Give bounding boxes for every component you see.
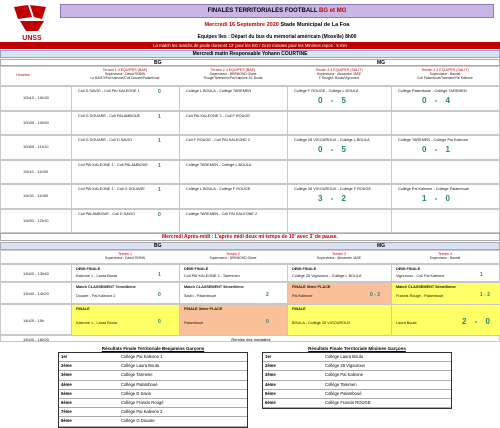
result-row [263,362,451,371]
match-cell [71,112,179,137]
afternoon-row [0,282,500,304]
result-row [263,390,451,399]
terrain-1-header: Terrain 1 4 EQUIPES (BAE) Superviseur : David ROBIN Lo BAVIO/Pai Kaleone/Coll Douare/Palamboué [90,68,160,80]
match-cell [71,136,179,161]
match-cell [179,210,287,235]
match-teams: Pai Kaleone [292,294,313,298]
afternoon-category-header [0,242,500,250]
match-cell [287,185,391,210]
terrain-2-header: Terrain 2 4 EQUIPES (BAE) Superviseur : BREMOND Olane Rougé/Tarenmen/Pai Kaleone 2/L Boula [203,68,263,80]
row-hour: 11h10 - 11h30 [23,168,49,174]
match-teams: Coll G DOUARE - Coll D SAVIO [78,138,132,142]
afternoon-band: Mercredi Après-midi : L'après midi deux mi temps de 10' avec 3' de pause. [0,233,500,241]
final-cell [391,305,500,336]
result-team: Collège 28 Vigouroux [325,363,365,369]
morning-terrains-header [0,66,500,86]
match-score: 0 - 4 [422,96,454,105]
match-cell [287,112,391,137]
result-row [263,353,451,362]
match-score: 0 [158,211,161,218]
result-team: Collège Pai Kaleone [325,372,363,378]
match-teams: Savio - Palamboué [184,294,217,298]
match-score: 0 - 5 [318,145,350,154]
match-teams: Collège F ROUGE - Collège L BOULA [294,89,359,93]
match-stage: FINALE [292,307,306,311]
result-rank: 5ème [265,390,276,396]
final-cell [71,305,179,336]
match-score: 1 [158,113,161,120]
match-score: 0 [158,318,161,325]
row-hour: 11h30 - 11h50 [23,193,49,198]
morning-row [0,135,500,160]
row-hour: 14h20 - 15h [23,317,45,323]
result-team: Collège Laura Boula [121,363,159,369]
match-stage: DEMI FINALE [184,267,209,271]
match-teams: Collège TAREMEN - Collège L BOULA [186,162,252,167]
match-score: 1 [158,138,161,144]
match-teams: BOULA - Collège 28 VIGOUROUX [292,320,351,325]
match-stage: Match CLASSEMENT 7ème/8ème [76,285,136,289]
match-cell [391,87,500,112]
match-stage: DEMI FINALE [76,267,101,271]
match-teams: Coll F ROUGE - Coll PAI KALEONE 2 [186,138,250,142]
match-teams: Collège 28 VIGOUROUX - Collège F ROUGE [294,187,372,191]
medals-row [0,335,500,342]
result-row [263,399,451,408]
match-cell [391,112,500,137]
result-rank: 6ème [265,399,276,405]
medals-label: Remise des médailles [231,337,271,342]
result-rank: 7ème [61,409,72,415]
row-hour: 13h40 - 14h20 [23,291,49,296]
match-teams: Coll PAI KALEONE 1 - Coll G DOUARE [78,187,145,191]
match-score: 0 [158,292,161,298]
result-row [59,390,247,399]
match-teams: Douare - Pai Kaleone 2 [76,294,116,298]
result-rank: 8ème [61,418,72,424]
row-hour: 10h10 - 10h30 [23,95,49,100]
match-cell [71,87,179,112]
match-score: 1 [158,187,161,193]
morning-row [0,86,500,111]
result-team: Collège Francis Rougé [121,399,164,405]
match-teams: Coll PAI KALEONE 2 - Coll F ROUGE [186,113,250,118]
match-stage: FINALE 3ème PLACE [292,285,331,289]
result-team: Collège Pai Kaleone 1 [121,354,163,359]
medals-hour: 15h00 - 16h00 [23,337,49,342]
match-score: 2 - 0 [462,316,494,326]
match-cell [71,185,179,210]
match-score: 0 - 5 [318,96,350,105]
results-minimes-title: Résultats Finale Territoriale Minimes Garçons [308,346,406,351]
result-row [59,371,247,380]
match-score: 0 [158,89,161,95]
results-minimes [262,346,452,408]
aft-terrain-1-header: Terrain 1 Superviseur : David ROBIN [104,252,146,260]
result-rank: 4ème [61,381,72,387]
results-benjamins [58,346,248,424]
match-teams: Collège TAREMEN - Coll PAI KALEONE 2 [186,211,258,216]
row-hour: 10h50 - 11h10 [23,144,49,149]
unss-logo [8,3,56,43]
terrain-4-header: Terrain 4 3 EQUIPES (SALIT) Superviseur : Bauriel Coll Palamboué/Taremen/Pai Kaleone [417,68,473,80]
match-cell [287,136,391,161]
match-stage: Match CLASSEMENT 5ème/6ème [396,285,456,289]
result-rank: 4ème [265,381,276,387]
aft-terrain-4-header: Terrain 4 Superviseur : Bauriel [429,252,461,260]
result-rank: 2ème [61,363,72,369]
event-date: Mercredi 16 Septembre 2020 Stade Municipal de La Foa [204,22,350,28]
match-teams: Collège TAREMEN - Collège Pai Kaleone [398,138,468,142]
match-teams: Coll G DOUARE - Coll PALAMBOUE [78,113,141,118]
match-stage: DEMI FINALE [396,267,421,271]
result-team: Collège Laura Boula [325,354,363,359]
terrain-3-header: Terrain 3 4 EQUIPES (SALIT) Superviseur : Alexandre JASE F Rougé/L Boula/Vigouroux [315,68,363,80]
horaires-label: Horaires [16,73,30,77]
result-team: Collège Francis ROUGE [325,399,371,405]
match-teams: Collège Pai Kaleone - Collège Palamboué [398,187,469,191]
result-team: Collège Palamboué [121,381,158,387]
result-team: Collège Tarmene [121,372,153,378]
match-score: 1 [158,162,161,169]
page-title: FINALES TERRITORIALES FOOTBALL BG et MG [60,4,494,18]
match-score: 0 - 2 [370,292,381,298]
match-cell [71,161,179,186]
result-rank: 3ème [61,372,72,378]
match-score: 2 [266,292,269,298]
match-teams: Collège L BOULA - Collège F ROUGE [186,187,251,191]
row-hour: 10h30 - 10h50 [23,119,49,125]
final-cell [287,265,391,283]
morning-row [0,184,500,209]
row-hour: 13h00 - 13h40 [23,271,49,276]
final-cell [287,305,391,336]
final-cell [71,283,179,305]
result-row [263,381,451,390]
match-stage: FINALE [76,307,90,311]
final-cell [287,283,391,305]
final-cell [179,305,287,336]
match-teams: Collège L BOULA - Collège TAREMEN [186,89,252,93]
match-stage: Match CLASSEMENT 5ème/6ème [184,285,244,289]
match-cell [179,161,287,186]
results-benjamins-title: Résultats Finale Territoriale Benjamins Garçons [101,346,205,351]
match-teams: Palamboué [184,320,204,325]
departure-info: Equipes Iles : Départ du bus du mémorial américain (Moselle) 8h00 [197,34,357,40]
match-cell [391,136,500,161]
result-team: Collège Palamboué [325,390,362,396]
match-teams: Coll PALAMBOUE - Coll D SAVIO [78,211,136,216]
result-row [59,399,247,408]
result-team: Collège Taremen [325,381,357,387]
result-rank: 2ème [265,363,276,369]
match-cell [179,136,287,161]
aft-terrain-3-header: Terrain 3 Superviseur : Alexandre JASE [316,252,362,260]
match-stage: FINALE 3ème PLACE [184,307,223,311]
match-score: 1 [158,272,161,278]
result-team: Collège Pai Kaleone 2 [121,409,163,415]
match-cell [71,210,179,235]
morning-category-header [0,59,500,66]
final-cell [391,265,500,283]
result-rank: 3ème [265,372,276,378]
logo-text: UNSS [22,35,42,42]
result-row [59,381,247,390]
morning-row [0,111,500,136]
row-hour: 11h50 - 12h10 [23,217,49,223]
result-rank: 6ème [61,399,72,405]
morning-row [0,160,500,185]
mg-label: MG [377,60,386,66]
result-rank: 1er [61,354,68,359]
afternoon-terrains-header [0,250,500,264]
morning-row [0,209,500,234]
match-cell [391,185,500,210]
match-cell [287,87,391,112]
rules-note: La match les matchs de poule dureront 12' pour les BG / 2x10 minutes pour les Minimes repos : 5 min [0,42,500,49]
match-stage: DEMI FINALE [292,267,317,271]
match-teams: Collège 28 Vigouroux - Collège L BOULA [292,274,362,278]
match-score: 0 - 1 [422,145,454,154]
match-teams: Vigouroux - Coll Pai Kaleone [396,274,445,278]
match-cell [287,210,391,235]
match-cell [391,210,500,235]
afternoon-row [0,264,500,282]
match-score: 1 - 0 [422,194,454,203]
result-row [263,371,451,380]
result-rank: 1er [265,354,272,359]
match-cell [179,185,287,210]
match-teams: Collège 28 VIGOUROUX - Collège L BOULA [294,138,370,142]
result-rank: 5ème [61,390,72,396]
match-teams: Kaleone 1 - Laura Boula [76,274,117,278]
result-team: Collège D Savio [121,390,152,396]
match-cell [391,161,500,186]
match-cell [287,161,391,186]
final-cell [179,265,287,283]
match-teams: Laura Boula [396,320,417,325]
match-teams: Coll PAI KALEONE 1 - Coll PALAMBOUE [78,162,148,167]
morning-band: Mercredi matin Responsable Yohann COURTINE [0,50,500,58]
match-teams: Coll D SAVIO - Coll PAI KALEONE 1 [78,89,140,93]
match-teams: Francis Rougé - Palamboué [396,294,444,298]
result-team: Collège G.Douare [121,418,155,424]
match-score: 1 [480,272,483,278]
bg-label: BG [154,243,162,249]
final-cell [71,265,179,283]
result-row [59,353,247,362]
match-teams: Collège Palamboué - Collège TAREMEN [398,89,467,93]
final-cell [391,283,500,305]
match-score: 1 - 2 [480,292,491,298]
result-row [59,362,247,371]
match-score: 3 - 2 [318,194,350,203]
match-teams: Coll PAI KALEONE 2 - Tarenmen [184,274,240,278]
bg-label: BG [154,60,162,66]
match-score: 0 [266,318,269,325]
result-row [59,417,247,426]
match-cell [179,112,287,137]
final-cell [179,283,287,305]
afternoon-row [0,304,500,335]
mg-label: MG [377,243,386,249]
aft-terrain-2-header: Terrain 2 Superviseur : BREMOND Olane [209,252,257,260]
match-cell [179,87,287,112]
result-row [59,408,247,417]
match-teams: Kaleone 1 - Laura Boula [76,320,117,325]
